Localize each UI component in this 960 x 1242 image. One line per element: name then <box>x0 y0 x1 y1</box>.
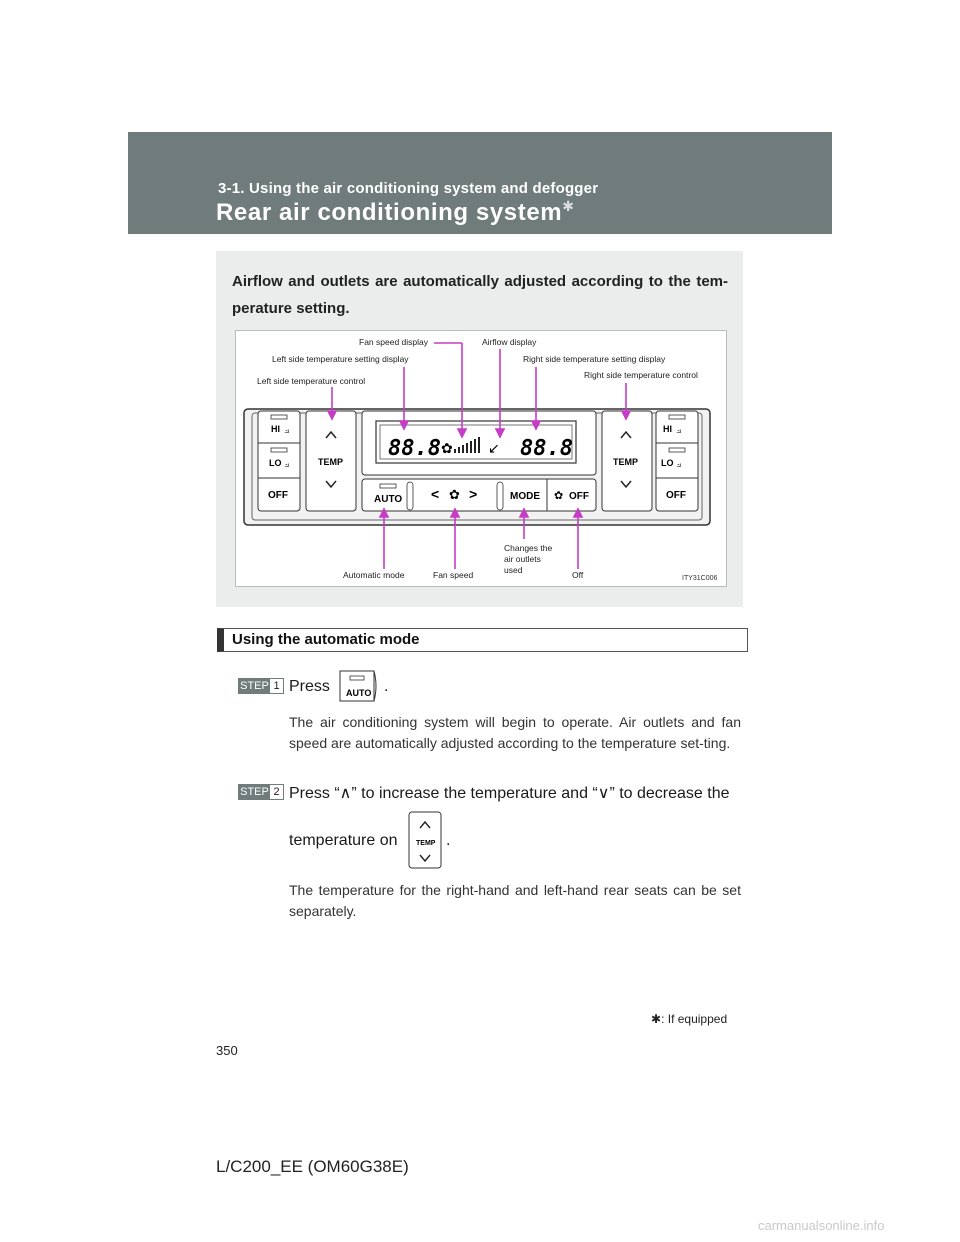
airflow-display-icon: ↙ <box>488 440 500 456</box>
watermark: carmanualsonline.info <box>758 1218 885 1233</box>
page-number: 350 <box>216 1043 238 1058</box>
step-2-badge-number: 2 <box>270 785 283 799</box>
footnote-text: : If equipped <box>661 1012 728 1026</box>
fan-down-icon: < <box>431 486 440 502</box>
step-1-badge-label: STEP <box>240 680 269 692</box>
right-lo-indicator <box>669 448 685 452</box>
left-off-label: OFF <box>268 490 288 501</box>
step-2-badge <box>238 784 284 800</box>
callout-right-temp-setting-display: Right side temperature setting display <box>523 354 666 364</box>
step-1-period: . <box>384 678 389 695</box>
step-2-badge-label: STEP <box>240 786 269 798</box>
right-lo-label: LO <box>661 458 674 468</box>
auto-button-icon <box>336 669 378 703</box>
left-temp-digits: 88.8 <box>388 436 441 461</box>
step-1-press-text: Press <box>289 678 330 695</box>
step-1-description: The air conditioning system will begin to operate. Air outlets and fan speed are automatically adjusted according to the temperature set-ting. <box>289 714 741 751</box>
right-hi-indicator <box>669 415 685 419</box>
fan-up-icon: > <box>469 486 478 502</box>
auto-icon-label: AUTO <box>346 688 372 698</box>
callout-fan-speed-display: Fan speed display <box>359 337 428 347</box>
callout-airflow-display: Airflow display <box>482 337 537 347</box>
right-hi-seat-icon: ⟓ <box>676 424 682 436</box>
left-hi-label: HI <box>271 424 280 434</box>
page-title-text: Rear air conditioning system <box>216 199 563 226</box>
step-2-text-line1: Press “∧” to increase the temperature and “∨” to decrease the <box>289 785 730 802</box>
auto-indicator <box>380 484 396 488</box>
fan-display-icon: ✿ <box>441 440 453 456</box>
footnote-marker: ✱ <box>651 1012 662 1026</box>
callout-left-temp-setting-display: Left side temperature setting display <box>272 354 409 364</box>
callout-fan-speed: Fan speed <box>433 570 474 580</box>
fan-off-icon: ✿ <box>554 490 564 502</box>
step-2-text-line2: temperature on <box>289 832 398 849</box>
control-panel-figure <box>235 330 727 587</box>
right-temp-label: TEMP <box>613 457 639 467</box>
callout-off: Off <box>572 570 584 580</box>
figure-code: ITY31C006 <box>682 575 718 582</box>
section-title: 3-1. Using the air conditioning system and defogger <box>218 180 599 197</box>
if-equipped-marker: ✱ <box>562 198 575 214</box>
left-lo-seat-icon: ⟓ <box>284 458 290 470</box>
left-hi-seat-icon: ⟓ <box>284 424 290 436</box>
fan-off-label: OFF <box>569 491 589 502</box>
fan-speed-icon: ✿ <box>449 487 460 502</box>
right-lo-seat-icon: ⟓ <box>676 458 682 470</box>
subsection-heading <box>217 628 748 652</box>
left-hi-indicator <box>271 415 287 419</box>
right-temp-digits: 88.8 <box>520 436 573 461</box>
left-lo-label: LO <box>269 458 282 468</box>
document-code: L/C200_EE (OM60G38E) <box>216 1157 409 1176</box>
right-off-label: OFF <box>666 490 686 501</box>
right-hi-label: HI <box>663 424 672 434</box>
temp-button-icon <box>407 810 443 870</box>
left-temp-label: TEMP <box>318 457 344 467</box>
callout-left-temp-control: Left side temperature control <box>257 376 366 386</box>
temp-icon-label: TEMP <box>416 840 436 847</box>
callout-changes-air-outlets: Changes the air outlets used <box>504 543 553 575</box>
step-1-badge <box>238 678 284 694</box>
callout-right-temp-control: Right side temperature control <box>584 370 698 380</box>
auto-button-label: AUTO <box>374 494 403 505</box>
step-2-period: . <box>446 832 451 849</box>
step-1-badge-number: 1 <box>270 679 283 693</box>
page-title <box>216 198 575 227</box>
footnote <box>651 1012 727 1026</box>
step-2-description: The temperature for the right-hand and left-hand rear seats can be set separately. <box>289 882 741 919</box>
left-lo-indicator <box>271 448 287 452</box>
subsection-heading-text: Using the automatic mode <box>232 631 420 648</box>
callout-automatic-mode: Automatic mode <box>343 570 405 580</box>
control-panel-diagram <box>236 331 726 586</box>
intro-text: Airflow and outlets are automatically adjusted according to the tem-perature setting. <box>232 273 728 317</box>
mode-button-label: MODE <box>510 491 540 502</box>
